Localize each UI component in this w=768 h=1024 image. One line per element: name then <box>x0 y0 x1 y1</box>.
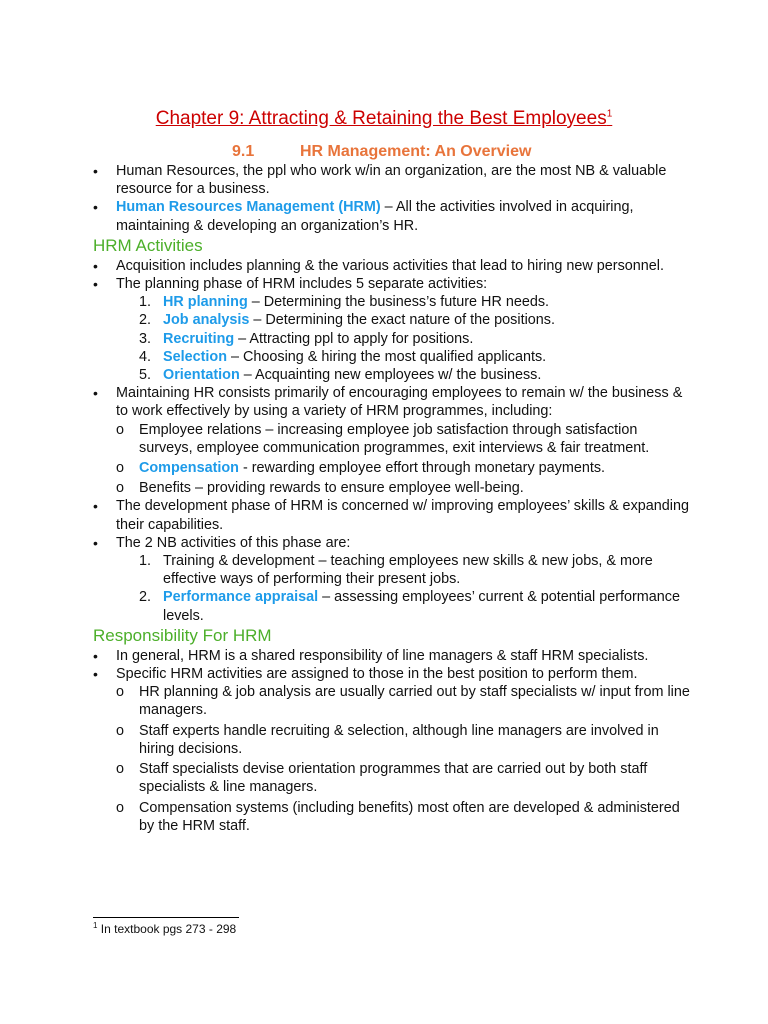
list-item: • The development phase of HRM is concerned w/ improving employees’ skills & expanding their capabilities. <box>93 497 693 533</box>
list-item: o Staff specialists devise orientation programmes that are carried out by both staff specialists & line managers. <box>116 761 648 796</box>
maintaining-sublist <box>93 421 693 498</box>
footnote-text: In textbook pgs 273 - 298 <box>97 922 237 936</box>
list-item: 3. Recruiting – Attracting ppl to apply for positions. <box>139 330 474 347</box>
list-item: • The planning phase of HRM includes 5 separate activities: <box>93 275 693 293</box>
list-item: 4. Selection – Choosing & hiring the most qualified applicants. <box>139 348 547 365</box>
list-item: • Acquisition includes planning & the various activities that lead to hiring new personnel. <box>93 257 693 275</box>
maintaining-list <box>93 384 693 420</box>
planning-list <box>93 293 693 384</box>
list-item: • In general, HRM is a shared responsibility of line managers & staff HRM specialists. <box>93 647 693 665</box>
chapter-title <box>0 108 768 130</box>
list-item: 5. Orientation – Acquainting new employees w/ the business. <box>139 367 542 384</box>
section-title: HR Management: An Overview <box>300 143 532 160</box>
responsibility-list <box>93 647 693 683</box>
list-item: • The 2 NB activities of this phase are: <box>93 534 693 552</box>
footnote-separator <box>93 917 239 918</box>
list-item: o Staff experts handle recruiting & selection, although line managers are involved in hiring decisions. <box>116 722 659 757</box>
list-item: 1. Training & development – teaching employees new skills & new jobs, & more effective ways of performing their present jobs. <box>139 553 653 588</box>
section-number: 9.1 <box>232 143 255 160</box>
list-item: o Compensation - rewarding employee effort through monetary payments. <box>116 460 606 477</box>
document-body <box>93 162 693 835</box>
list-item: • Human Resources, the ppl who work w/in an organization, are the most NB & valuable resource for a business. <box>93 162 693 198</box>
list-item: • Human Resources Management (HRM) – All the activities involved in acquiring, maintaining & developing an organization’s HR. <box>93 198 693 234</box>
list-item: o Compensation systems (including benefits) most often are developed & administered by the HRM staff. <box>116 799 680 834</box>
footnote-mark: 1 <box>93 921 98 930</box>
list-item: 2. Job analysis – Determining the exact nature of the positions. <box>139 312 555 329</box>
list-item: o Employee relations – increasing employee job satisfaction through satisfaction surveys, employee communication programmes, exit interviews & fair treatment. <box>116 421 650 456</box>
activities-list <box>93 257 693 293</box>
development-list <box>93 497 693 552</box>
responsibility-sublist <box>93 683 693 835</box>
development-numbered-list <box>93 552 693 625</box>
list-item: • Specific HRM activities are assigned to those in the best position to perform them. <box>93 665 693 683</box>
list-item: 2. Performance appraisal – assessing employees’ current & potential performance levels. <box>139 589 680 624</box>
section-heading <box>232 143 531 161</box>
list-item: 1. HR planning – Determining the business’s future HR needs. <box>139 294 550 311</box>
list-item: • Maintaining HR consists primarily of encouraging employees to remain w/ the business & to work effectively by using a variety of HRM programmes, including: <box>93 384 693 420</box>
heading-responsibility: Responsibility For HRM <box>93 625 272 645</box>
heading-hrm-activities: HRM Activities <box>93 235 203 255</box>
title-footnote-mark: 1 <box>606 108 613 120</box>
chapter-title-text: Chapter 9: Attracting & Retaining the Best Employees <box>155 108 607 129</box>
keyword-hrm: Human Resources Management (HRM) <box>116 199 381 216</box>
list-item: o Benefits – providing rewards to ensure employee well-being. <box>116 480 524 497</box>
intro-list <box>93 162 693 235</box>
footnote <box>93 921 236 936</box>
list-item: o HR planning & job analysis are usually carried out by staff specialists w/ input from line managers. <box>116 684 690 719</box>
